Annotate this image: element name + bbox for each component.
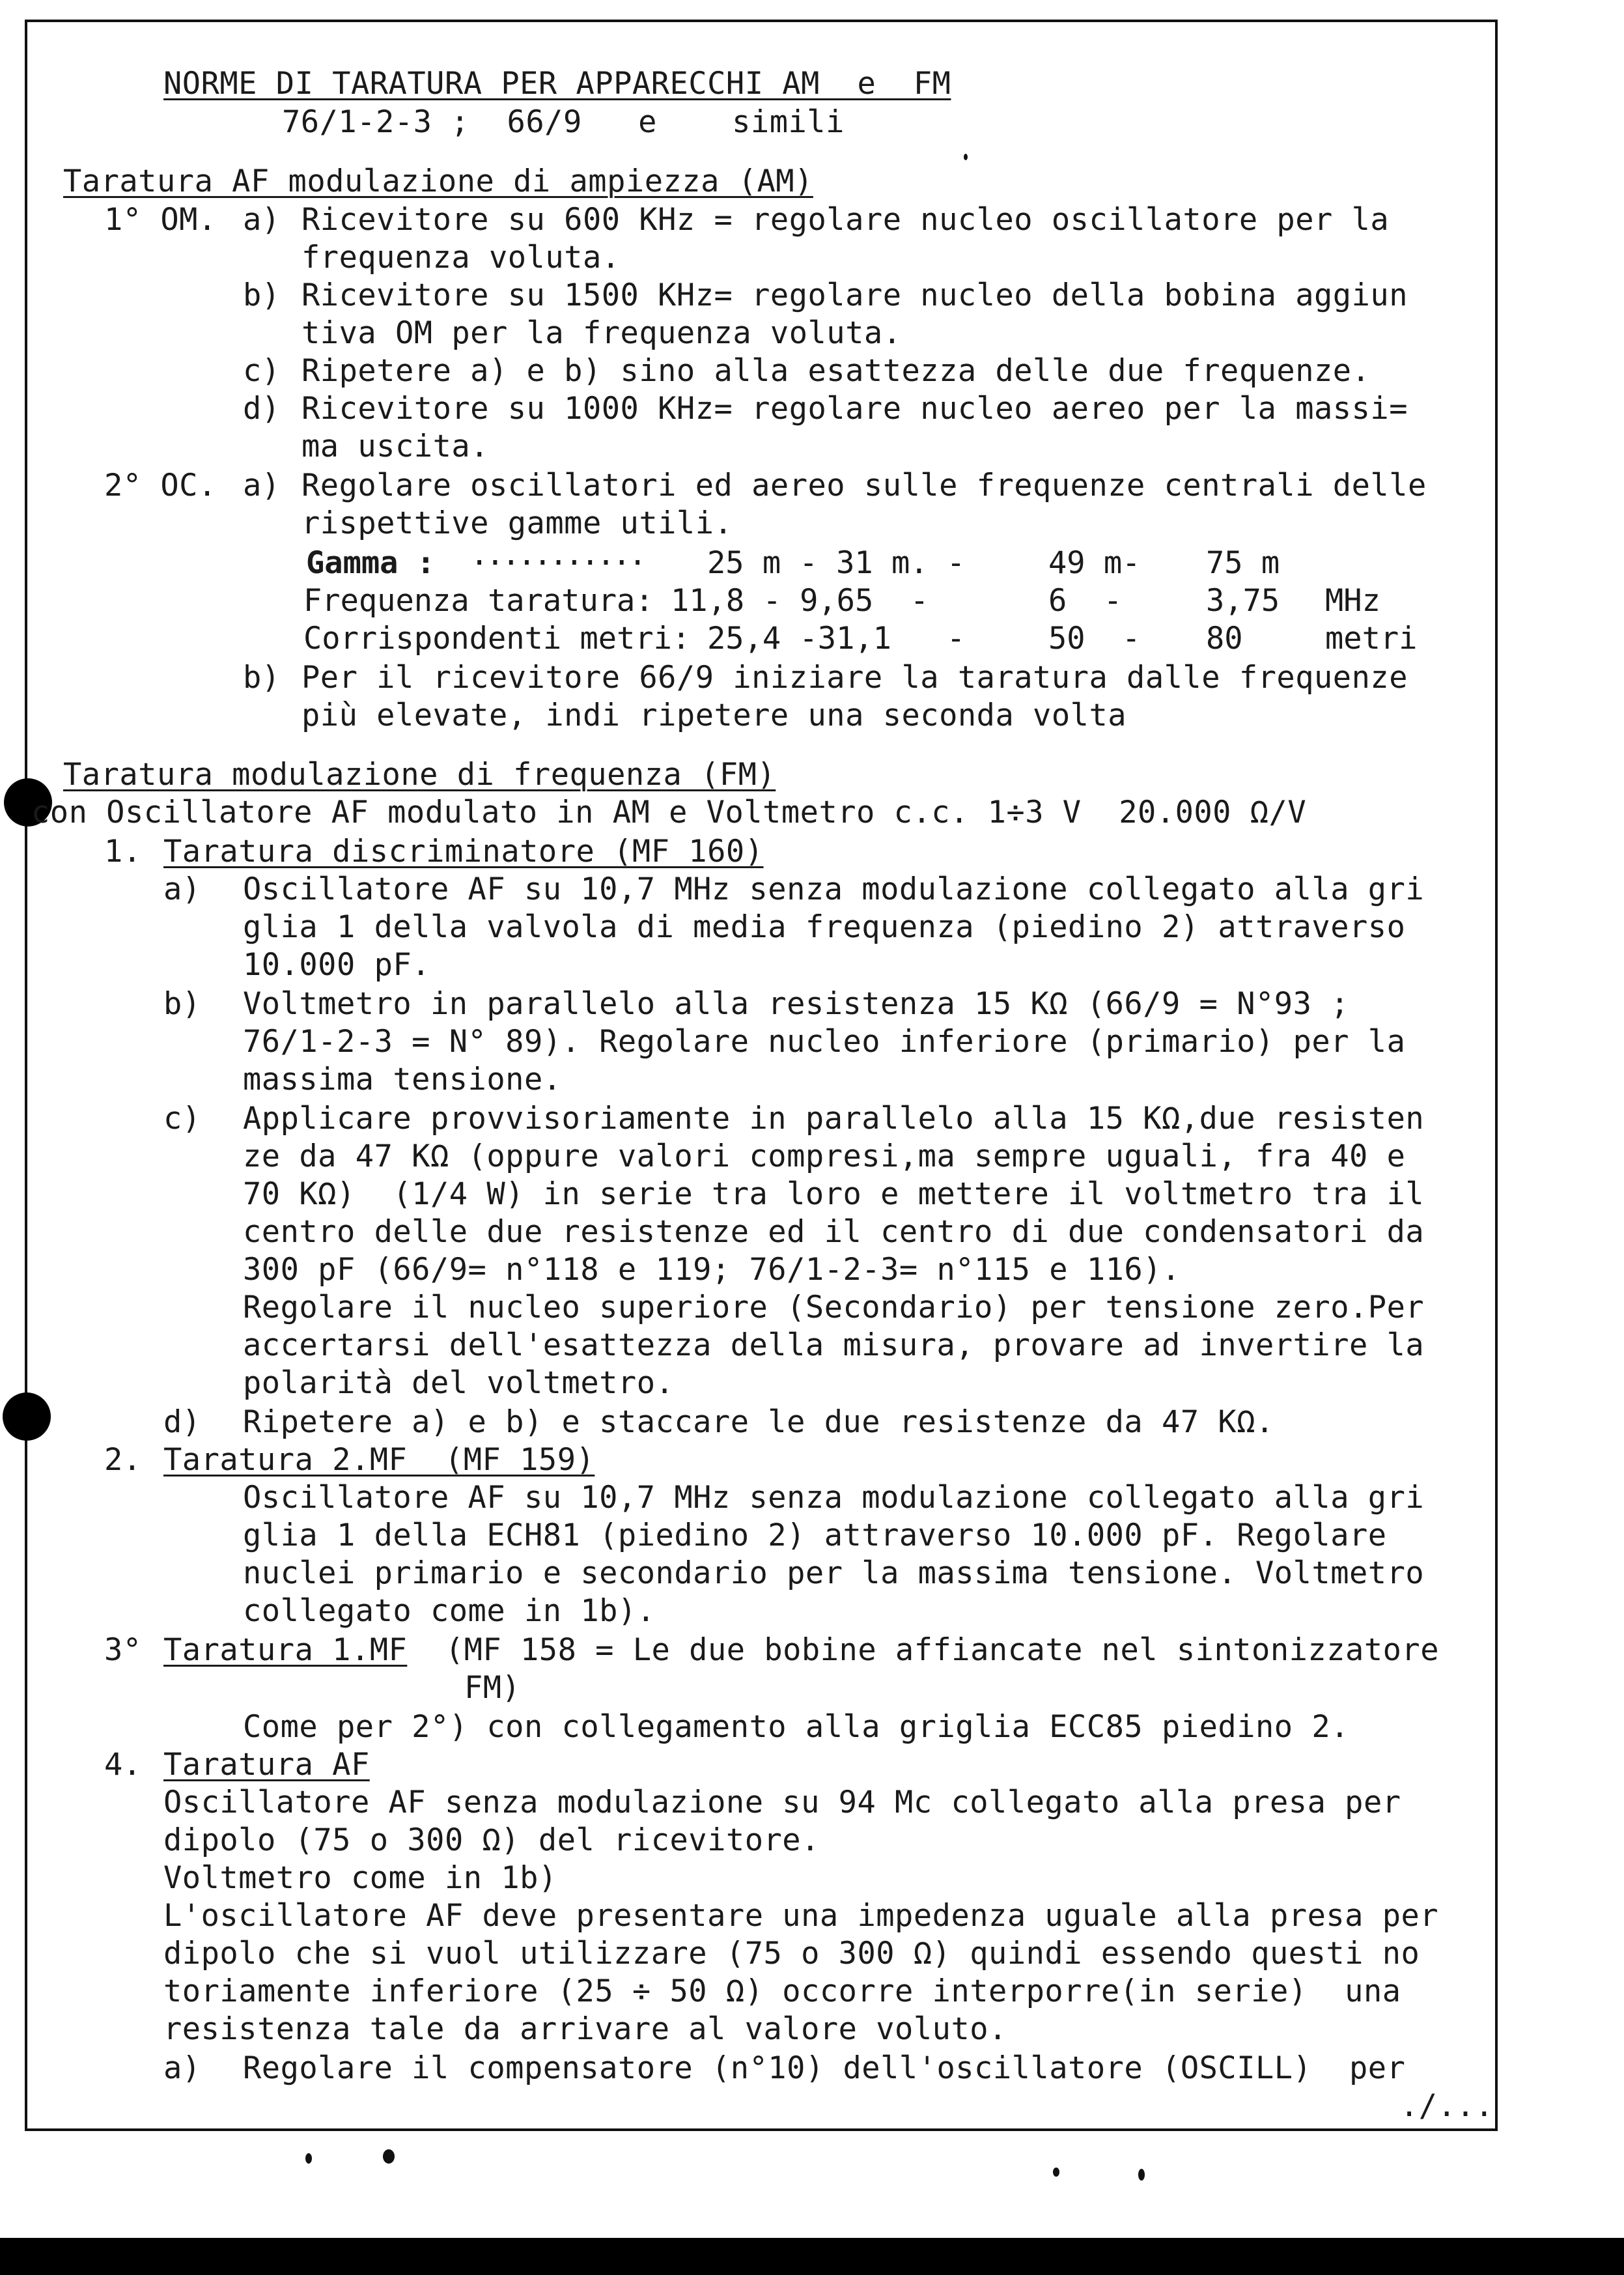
oc-item-a-line: rispettive gamme utili. <box>301 505 733 541</box>
s3-title-cont: FM) <box>464 1670 521 1706</box>
s1-item-c-line: accertarsi dell'esattezza della misura, provare ad invertire la <box>243 1327 1425 1363</box>
s4-title: Taratura AF <box>163 1747 370 1783</box>
s1-item-d-label: d) <box>163 1404 201 1440</box>
s4-item-a-line: Regolare il compensatore (n°10) dell'oscillatore (OSCILL) per <box>243 2050 1406 2086</box>
s1-title: Taratura discriminatore (MF 160) <box>163 834 764 869</box>
bands-cell: 11,8 - 9,65 - <box>671 583 929 619</box>
s1-item-c-line: 70 KΩ) (1/4 W) in serie tra loro e mettere il voltmetro tra il <box>243 1176 1425 1212</box>
s2-line: nuclei primario e secondario per la massima tensione. Voltmetro <box>243 1555 1425 1591</box>
scan-speck <box>383 2149 395 2164</box>
s4-line: Voltmetro come in 1b) <box>163 1860 557 1896</box>
oc-item-a-line: Regolare oscillatori ed aereo sulle frequenze centrali delle <box>301 468 1427 503</box>
s1-item-a-line: 10.000 pF. <box>243 947 430 983</box>
bands-row-label: Frequenza taratura: <box>303 583 654 619</box>
oc-item-a-label: a) <box>243 468 281 503</box>
om-item-c-line: Ripetere a) e b) sino alla esattezza delle due frequenze. <box>301 353 1371 389</box>
bands-cell: 3,75 <box>1206 583 1280 619</box>
om-item-d-label: d) <box>243 391 281 427</box>
bands-cell: 50 - <box>1048 621 1141 657</box>
s1-item-c-label: c) <box>163 1101 201 1137</box>
om-item-b-line: tiva OM per la frequenza voluta. <box>301 315 902 351</box>
oc-item-b-line: Per il ricevitore 66/9 iniziare la taratura dalle frequenze <box>301 660 1408 696</box>
oc-label: 2° OC. <box>104 468 217 503</box>
bands-cell: 25,4 -31,1 - <box>707 621 966 657</box>
bands-cell: 80 <box>1206 621 1243 657</box>
s2-line: collegato come in 1b). <box>243 1593 656 1629</box>
document-title: NORME DI TARATURA PER APPARECCHI AM e FM <box>163 66 951 102</box>
om-item-a-label: a) <box>243 202 281 238</box>
s1-item-c-line: Applicare provvisoriamente in parallelo alla 15 KΩ,due resisten <box>243 1101 1425 1137</box>
bands-row-label: Corrispondenti metri: <box>303 621 691 657</box>
fm-intro: con Oscillatore AF modulato in AM e Voltmetro c.c. 1÷3 V 20.000 Ω/V <box>31 795 1307 830</box>
bands-cell: 75 m <box>1206 545 1280 581</box>
s3-number: 3° <box>104 1632 142 1668</box>
om-item-c-label: c) <box>243 353 281 389</box>
s1-item-a-line: Oscillatore AF su 10,7 MHz senza modulazione collegato alla gri <box>243 871 1425 907</box>
om-item-b-line: Ricevitore su 1500 KHz= regolare nucleo della bobina aggiun <box>301 277 1408 313</box>
om-item-b-label: b) <box>243 277 281 313</box>
s4-line: dipolo che si vuol utilizzare (75 o 300 Ω) quindi essendo questi no <box>163 1936 1420 1971</box>
s1-item-d-line: Ripetere a) e b) e staccare le due resistenze da 47 KΩ. <box>243 1404 1274 1440</box>
s1-item-b-line: 76/1-2-3 = N° 89). Regolare nucleo inferiore (primario) per la <box>243 1024 1406 1060</box>
s1-item-c-line: polarità del voltmetro. <box>243 1365 675 1401</box>
s2-line: Oscillatore AF su 10,7 MHz senza modulazione collegato alla gri <box>243 1480 1425 1516</box>
s1-number: 1. <box>104 834 142 869</box>
scan-speck <box>1138 2169 1145 2181</box>
s1-item-b-line: Voltmetro in parallelo alla resistenza 15 KΩ (66/9 = N°93 ; <box>243 986 1349 1022</box>
s1-item-c-line: centro delle due resistenze ed il centro di due condensatori da <box>243 1214 1425 1250</box>
s4-line: resistenza tale da arrivare al valore voluto. <box>163 2011 1007 2047</box>
om-item-d-line: Ricevitore su 1000 KHz= regolare nucleo aereo per la massi= <box>301 391 1408 427</box>
s4-line: dipolo (75 o 300 Ω) del ricevitore. <box>163 1822 820 1858</box>
s3-title-rest: (MF 158 = Le due bobine affiancate nel sintonizzatore <box>427 1632 1440 1668</box>
om-item-a-line: Ricevitore su 600 KHz = regolare nucleo oscillatore per la <box>301 202 1390 238</box>
scan-bottom-band <box>0 2238 1624 2275</box>
s1-item-a-line: glia 1 della valvola di media frequenza (piedino 2) attraverso <box>243 909 1406 945</box>
s1-item-a-label: a) <box>163 871 201 907</box>
bands-cell: 25 m - 31 m. - <box>707 545 966 581</box>
s2-line: glia 1 della ECH81 (piedino 2) attraverso 10.000 pF. Regolare <box>243 1518 1387 1553</box>
s1-item-c-line: 300 pF (66/9= n°118 e 119; 76/1-2-3= n°115 e 116). <box>243 1252 1181 1288</box>
bands-row-label: Gamma : <box>306 545 436 581</box>
om-label: 1° OM. <box>104 202 217 238</box>
s4-line: L'oscillatore AF deve presentare una impedenza uguale alla presa per <box>163 1898 1439 1934</box>
s4-number: 4. <box>104 1747 142 1783</box>
continuation-mark: ./... <box>1400 2088 1494 2124</box>
bands-unit: metri <box>1325 621 1418 657</box>
oc-item-b-label: b) <box>243 660 281 696</box>
om-item-a-line: frequenza voluta. <box>301 240 621 276</box>
punch-hole-bottom <box>3 1392 51 1441</box>
bands-unit: MHz <box>1325 583 1380 619</box>
s4-line: Oscillatore AF senza modulazione su 94 Mc collegato alla presa per <box>163 1785 1401 1820</box>
bands-cell: 49 m- <box>1048 545 1141 581</box>
s1-item-c-line: ze da 47 KΩ (oppure valori compresi,ma sempre uguali, fra 40 e <box>243 1138 1406 1174</box>
s4-line: toriamente inferiore (25 ÷ 50 Ω) occorre interporre(in serie) una <box>163 1973 1401 2009</box>
s2-number: 2. <box>104 1442 142 1478</box>
s4-item-a-label: a) <box>163 2050 201 2086</box>
am-heading: Taratura AF modulazione di ampiezza (AM) <box>63 163 813 199</box>
fm-heading: Taratura modulazione di frequenza (FM) <box>63 757 776 793</box>
s1-item-b-label: b) <box>163 986 201 1022</box>
document-subtitle: 76/1-2-3 ; 66/9 e simili <box>282 104 845 140</box>
scan-speck <box>1053 2168 1059 2177</box>
scan-speck <box>964 154 968 160</box>
s3-line: Come per 2°) con collegamento alla griglia ECC85 piedino 2. <box>243 1709 1349 1745</box>
oc-item-b-line: più elevate, indi ripetere una seconda volta <box>301 698 1127 733</box>
s1-item-b-line: massima tensione. <box>243 1062 562 1097</box>
bands-cell: 6 - <box>1048 583 1123 619</box>
s3-title: Taratura 1.MF <box>163 1632 408 1668</box>
bands-row-leader: ··········· <box>470 545 645 581</box>
scan-speck <box>305 2153 312 2164</box>
s1-item-c-line: Regolare il nucleo superiore (Secondario) per tensione zero.Per <box>243 1290 1425 1325</box>
s2-title: Taratura 2.MF (MF 159) <box>163 1442 595 1478</box>
om-item-d-line: ma uscita. <box>301 429 489 464</box>
